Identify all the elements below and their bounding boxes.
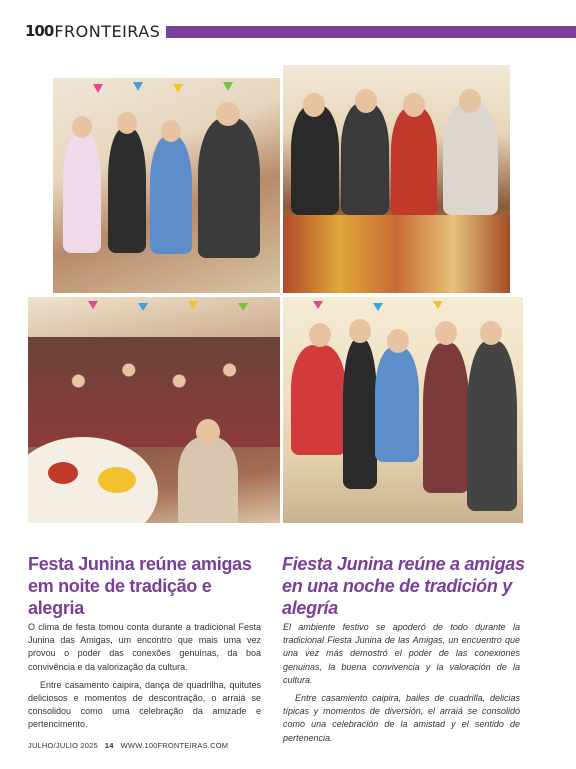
header-accent-bar xyxy=(166,26,576,38)
page-number: 14 xyxy=(104,741,114,750)
paragraph: El ambiente festivo se apoderó de todo durante la tradicional Fiesta Junina de las Amigas, un encuentro que una vez más demostró el poder de las conexiones genuinas, la buena convivencia y la valoración de la cultura. xyxy=(283,622,520,685)
logo-word: FRONTEIRAS xyxy=(54,21,161,41)
issue-date: JULHO/JULIO 2025 xyxy=(28,741,98,750)
article-body-portuguese xyxy=(28,621,261,732)
magazine-logo xyxy=(25,22,160,40)
article-title-portuguese: Festa Junina reúne amigas em noite de tradição e alegria xyxy=(28,554,252,618)
photo-women-caipira-outfits xyxy=(283,297,523,523)
article-title-spanish: Fiesta Junina reúne a amigas en una noche de tradición y alegría xyxy=(282,554,525,618)
website-link: WWW.100FRONTEIRAS.COM xyxy=(120,741,229,750)
article-body-spanish xyxy=(283,621,520,745)
page-header xyxy=(0,0,576,60)
page-footer xyxy=(28,741,228,750)
logo-number: 100 xyxy=(25,22,54,40)
photo-large-group xyxy=(28,297,280,523)
paragraph: Entre casamiento caipira, bailes de cuadrilla, delicias típicas y momentos de diversión, el arraiá se consolidó como una celebración de la amistad y el sentido de pertenencia. xyxy=(283,693,520,743)
photo-women-in-costumes xyxy=(53,78,280,293)
paragraph: O clima de festa tomou conta durante a tradicional Festa Junina das Amigas, um encontro que mais uma vez provou o poder das conexões genuínas, da boa convivência e da valorização da cultura. xyxy=(28,622,261,672)
paragraph: Entre casamento caipira, dança de quadrilha, quitutes deliciosos e momentos de descontração, o arraiá se consolidou como uma celebração da amizade e pertencimento. xyxy=(28,679,261,730)
photo-women-food-table xyxy=(283,65,510,293)
